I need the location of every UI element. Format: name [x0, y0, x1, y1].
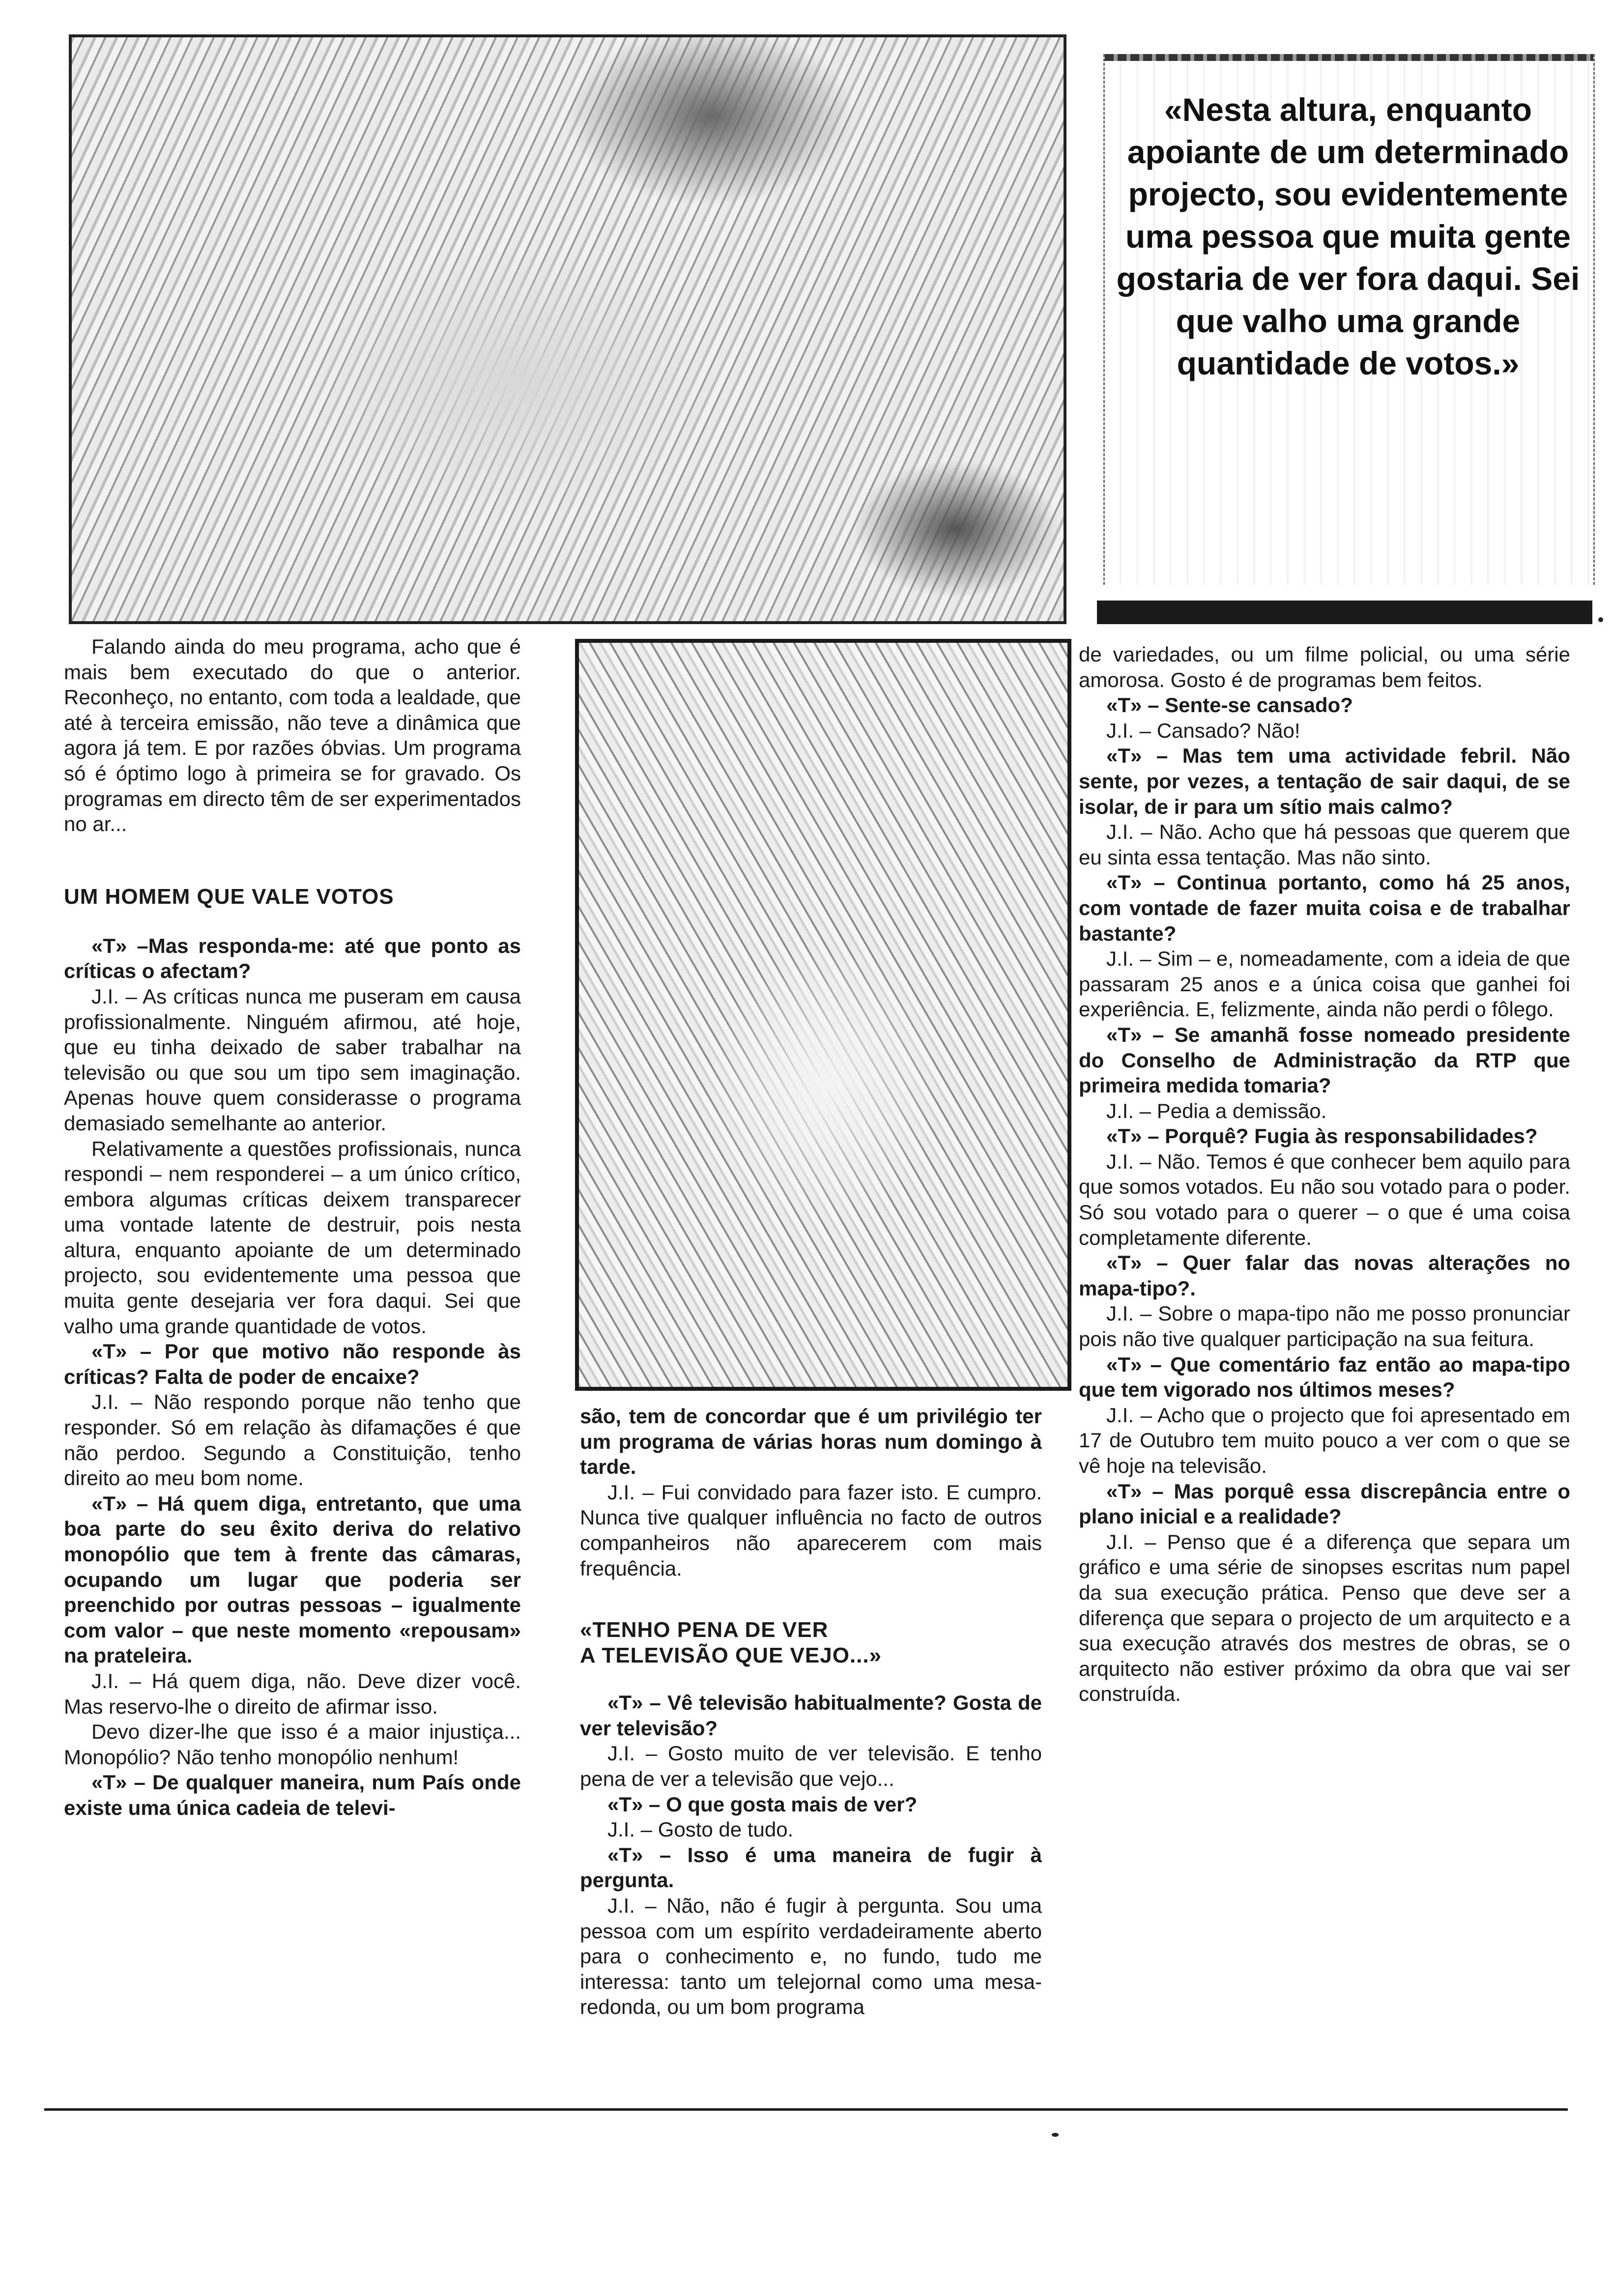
question: «T» – Que comentário faz então ao mapa-tipo que tem vigorado nos últimos meses? — [1079, 1352, 1570, 1402]
answer: J.I. – Não. Acho que há pessoas que querem que eu sinta essa tentação. Mas não sinto. — [1079, 820, 1570, 869]
answer: J.I. – Pedia a demissão. — [1106, 1099, 1327, 1122]
question: «T» – Por que motivo não responde às críticas? Falta de poder de encaixe? — [64, 1340, 521, 1388]
paragraph: Falando ainda do meu programa, acho que é mais bem executado do que o anterior. Reconheço, no entanto, com toda a lealdade, que até à terceira emissão, não teve a dinâmica que agora já tem. E por razões óbvias. Um programa só é óptimo logo à primeira se for gravado. Os programas em directo têm de ser experimentados no ar... — [64, 635, 521, 836]
question: «T» – Mas porquê essa discrepância entre o plano inicial e a realidade? — [1079, 1479, 1570, 1528]
column-3 — [1079, 642, 1570, 1707]
question: «T» – O que gosta mais de ver? — [607, 1792, 918, 1816]
bottom-mark — [1052, 2133, 1059, 2137]
question: «T» – Porquê? Fugia às responsabilidades? — [1106, 1124, 1538, 1148]
answer: J.I. – Sim – e, nomeadamente, com a ideia de que passaram 25 anos e a única coisa que ganhei foi experiência. E, felizmente, ainda não perdi o fôlego. — [1079, 947, 1570, 1021]
question: «T» – Quer falar das novas alterações no mapa-tipo?. — [1079, 1251, 1570, 1300]
top-photo — [69, 34, 1066, 624]
answer: J.I. – Gosto muito de ver televisão. E tenho pena de ver a televisão que vejo... — [580, 1742, 1042, 1790]
answer: J.I. – Fui convidado para fazer isto. E cumpro. Nunca tive qualquer influência no facto de outros companheiros não aparecerem com mais frequência. — [580, 1480, 1042, 1580]
answer: J.I. – Há quem diga, não. Deve dizer você. Mas reservo-lhe o direito de afirmar isso. — [64, 1669, 521, 1718]
margin-dot — [1598, 617, 1603, 622]
answer: J.I. – As críticas nunca me puseram em causa profissionalmente. Ninguém afirmou, até hoje, que eu tinha deixado de saber trabalhar na televisão ou que sou um tipo sem imaginação. Apenas houve quem considerasse o programa demasiado semelhante ao anterior. — [64, 984, 521, 1135]
answer: J.I. – Cansado? Não! — [1106, 718, 1300, 742]
answer: Relativamente a questões profissionais, nunca respondi – nem responderei – a um único crítico, embora algumas críticas deixem transparecer uma vontade latente de destruir, pois nesta altura, enquanto apoiante de um determinado projecto, sou evidentemente uma pessoa que muita gente desejaria ver fora daqui. Sei que valho uma grande quantidade de votos. — [64, 1137, 521, 1338]
answer: J.I. – Penso que é a diferença que separa um gráfico e uma série de sinopses escritas num papel da sua execução prática. Penso que deve ser a diferença que separa o projecto de um arquitecto e a sua execução através dos mestres de obras, se o arquitecto não estiver próximo da obra que vai ser construída. — [1079, 1530, 1570, 1706]
pull-quote-bottom-bar — [1097, 601, 1592, 624]
answer: J.I. – Não respondo porque não tenho que responder. Só em relação às difamações é que não perdoo. Segundo a Constituição, tenho direito ao meu bom nome. — [64, 1390, 521, 1490]
question: «T» – Continua portanto, como há 25 anos, com vontade de fazer muita coisa e de trabalhar bastante? — [1079, 871, 1570, 945]
bottom-rule — [44, 2108, 1568, 2111]
answer: J.I. – Não, não é fugir à pergunta. Sou uma pessoa com um espírito verdadeiramente aberto para o conhecimento e, no fundo, tudo me interessa: tanto um telejornal como uma mesa-redonda, ou um bom programa — [580, 1894, 1042, 2019]
pull-quote: «Nesta altura, enquanto apoiante de um determinado projecto, sou evidentemente uma pessoa que muita gente gostaria de ver fora daqui. Sei que valho uma grande quantidade de votos.» — [1116, 91, 1580, 381]
question: «T» – Sente-se cansado? — [1106, 693, 1353, 717]
answer: J.I. – Não. Temos é que conhecer bem aquilo para que somos votados. Eu não sou votado para o poder. Só sou votado para o querer – o que é uma coisa completamente diferente. — [1079, 1149, 1570, 1249]
question: «T» – Há quem diga, entretanto, que uma boa parte do seu êxito deriva do relativo monopólio que tem à frente das câmaras, ocupando um lugar que poderia ser preenchido por outras pessoas – igualmente com valor – que neste momento «repousam» na prateleira. — [64, 1492, 521, 1667]
pull-quote-box — [1103, 54, 1595, 585]
column-2 — [580, 1404, 1042, 2020]
answer: J.I. – Acho que o projecto que foi apresentado em 17 de Outubro tem muito pouco a ver com o que se vê hoje na televisão. — [1079, 1403, 1570, 1477]
section-heading: UM HOMEM QUE VALE VOTOS — [64, 884, 394, 909]
answer: J.I. – Sobre o mapa-tipo não me posso pronunciar pois não tive qualquer participação na sua feitura. — [1079, 1302, 1570, 1351]
question: «T» – Mas tem uma actividade febril. Não sente, por vezes, a tentação de sair daqui, de se isolar, de ir para um sítio mais calmo? — [1079, 744, 1570, 818]
middle-photo — [575, 639, 1071, 1391]
question: «T» –Mas responda-me: até que ponto as críticas o afectam? — [64, 934, 521, 983]
section-heading-line-2: A TELEVISÃO QUE VEJO...» — [580, 1643, 882, 1668]
question-continued: são, tem de concordar que é um privilégio ter um programa de várias horas num domingo à tarde. — [580, 1405, 1042, 1479]
column-1 — [64, 634, 521, 1821]
answer-continued: de variedades, ou um filme policial, ou uma série amorosa. Gosto é de programas bem feitos. — [1079, 643, 1570, 691]
section-heading-line-1: «TENHO PENA DE VER — [580, 1618, 829, 1642]
question: «T» – Isso é uma maneira de fugir à pergunta. — [580, 1843, 1042, 1892]
pull-quote-top-rule — [1105, 54, 1593, 61]
question: «T» – Vê televisão habitualmente? Gosta de ver televisão? — [580, 1691, 1042, 1740]
answer: J.I. – Gosto de tudo. — [607, 1818, 794, 1841]
question: «T» – De qualquer maneira, num País onde existe uma única cadeia de televi- — [64, 1771, 521, 1819]
answer: Devo dizer-lhe que isso é a maior injustiça... Monopólio? Não tenho monopólio nenhum! — [64, 1720, 521, 1769]
question: «T» – Se amanhã fosse nomeado presidente do Conselho de Administração da RTP que primeira medida tomaria? — [1079, 1023, 1570, 1097]
